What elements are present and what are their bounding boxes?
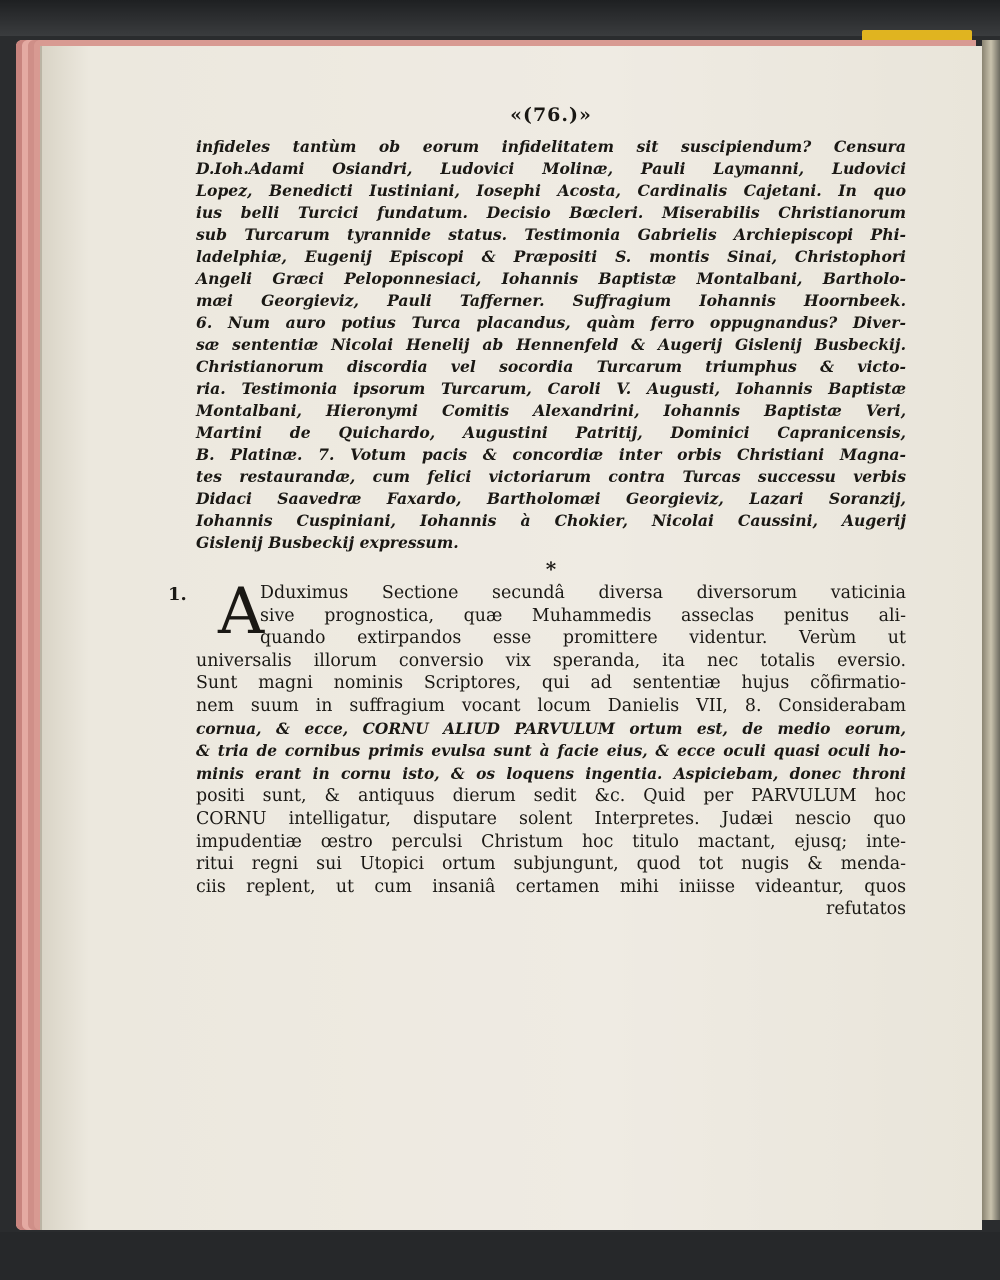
summary-line: Angeli Græci Peloponnesiaci, Iohannis Baptistæ Montalbani, Bartholo- [196,269,906,288]
section-number: 1. [168,584,187,605]
summary-line: D.Ioh.Adami Osiandri, Ludovici Molinæ, Pauli Laymanni, Ludovici [196,159,906,178]
body-line: nem suum in suffragium vocant locum Danielis VII, 8. Considerabam [196,695,906,716]
summary-line: mæi Georgieviz, Pauli Tafferner. Suffragium Iohannis Hoornbeek. [196,291,906,310]
body-line: sive prognostica, quæ Muhammedis asseclas penitus ali- [260,605,906,626]
body-line: CORNU intelligatur, disputare solent Interpretes. Judæi nescio quo [196,808,906,829]
summary-line: Martini de Quichardo, Augustini Patritij, Dominici Capranicensis, [196,423,906,442]
body-line: Dduximus Sectione secundâ diversa diversorum vaticinia [260,583,906,603]
drop-cap: A [218,575,265,649]
body-line: positi sunt, & antiquus dierum sedit &c. Quid per PARVULUM hoc [196,786,906,807]
summary-line: sæ sententiæ Nicolai Henelij ab Hennenfeld & Augerij Gislenij Busbeckij. [196,335,906,354]
summary-line: Gislenij Busbeckij expressum. [196,533,459,552]
summary-line: Didaci Saavedræ Faxardo, Bartholomæi Georgieviz, Lazari Soranzij, [196,489,906,508]
body-line: cornua, & ecce, CORNU ALIUD PARVULUM ortum est, de medio eorum, [196,719,906,738]
body-line: ritui regni sui Utopici ortum subjungunt, quod tot nugis & menda- [196,854,906,875]
scan-background-bottom [0,1232,1000,1280]
summary-line: ria. Testimonia ipsorum Turcarum, Caroli V. Augusti, Iohannis Baptistæ [196,379,906,398]
summary-line: ladelphiæ, Eugenij Episcopi & Præpositi S. montis Sinai, Christophori [196,247,906,266]
summary-line: Christianorum discordia vel socordia Turcarum triumphus & victo- [196,357,906,376]
body-line: universalis illorum conversio vix speranda, ita nec totalis eversio. [196,650,906,671]
page-content [168,104,906,921]
summary-line: sub Turcarum tyrannide status. Testimonia Gabrielis Archiepiscopi Phi- [196,225,906,244]
summary-line: ius belli Turcici fundatum. Decisio Bœcleri. Miserabilis Christianorum [196,203,906,222]
body-line: & tria de cornibus primis evulsa sunt à facie eius, & ecce oculi quasi oculi ho- [196,742,906,761]
scan-background-top [0,0,1000,36]
summary-line: Iohannis Cuspiniani, Iohannis à Chokier, Nicolai Caussini, Augerij [196,511,906,530]
body-line: Sunt magni nominis Scriptores, qui ad sententiæ hujus cõfirmatio- [196,673,906,694]
summary-line: Montalbani, Hieronymi Comitis Alexandrini, Iohannis Baptistæ Veri, [196,401,906,420]
page-stack-edge [982,40,1000,1220]
body-line: quando extirpandos esse promittere videntur. Verùm ut [260,628,906,649]
body-line: minis erant in cornu isto, & os loquens ingentia. Aspiciebam, donec throni [196,764,906,783]
summary-line: infideles tantùm ob eorum infidelitatem sit suscipiendum? Censura [196,137,906,156]
summary-line: B. Platinæ. 7. Votum pacis & concordiæ inter orbis Christiani Magna- [196,445,906,464]
body-line: impudentiæ œstro perculsi Christum hoc titulo mactant, ejusq; inte- [196,831,906,852]
chapter-summary [196,136,906,554]
summary-line: 6. Num auro potius Turca placandus, quàm ferro oppugnandus? Diver- [196,313,906,332]
summary-line: tes restaurandæ, cum felici victoriarum contra Turcas successu verbis [196,467,906,486]
body-text [168,575,906,921]
section-asterisk: * [545,557,557,581]
body-line: ciis replent, ut cum insaniâ certamen mihi iniisse videantur, quos [196,876,906,897]
catchword: refutatos [826,899,906,920]
running-head: «(76.)» [510,104,592,126]
summary-line: Lopez, Benedicti Iustiniani, Iosephi Acosta, Cardinalis Cajetani. In quo [196,181,906,200]
